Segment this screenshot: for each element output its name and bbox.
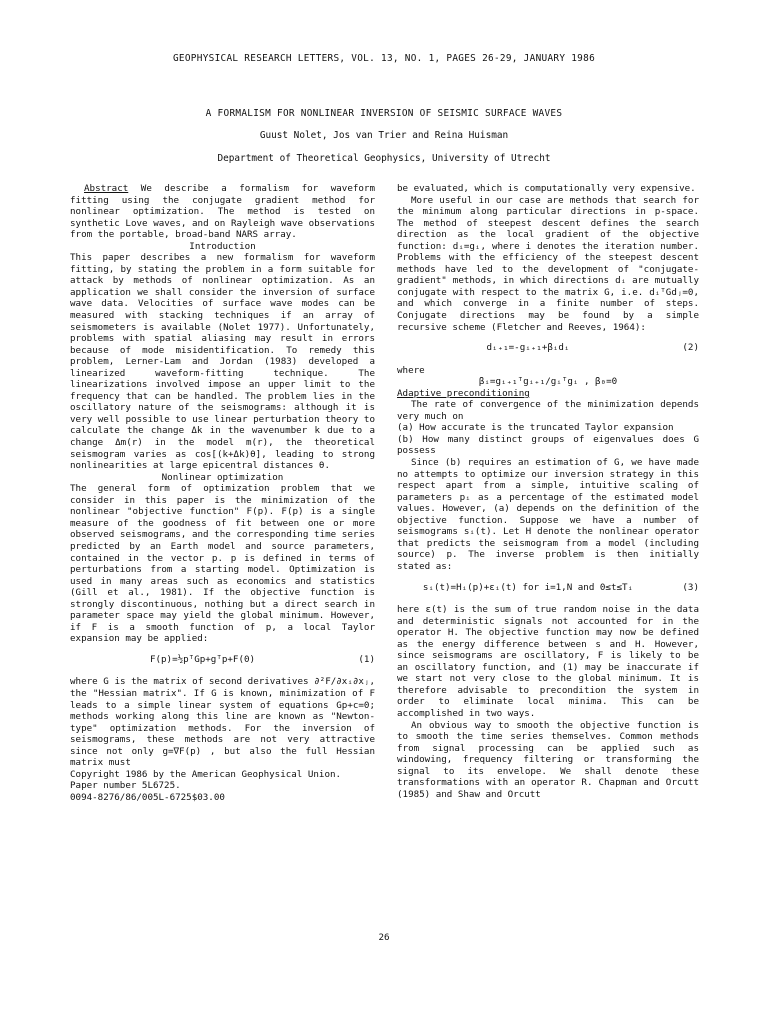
paper-number: Paper number 5L6725. [70, 780, 181, 792]
equation-3-formula: sᵢ(t)=Hᵢ(p)+εᵢ(t) for i=1,N and 0≤t≤Tᵢ [422, 581, 634, 593]
equation-3 [397, 582, 699, 594]
smoothing-paragraph: An obvious way to smooth the objective function is to smooth the time series themselves. Common methods from signal processing can be applied such as windowing, frequency filtering or transforming the signal to its envelope. We shall denote these transformations with an operator R. Chapman and Orcutt (1985) and Shaw and Orcutt [397, 719, 699, 800]
equation-2-formula: dᵢ₊₁=-gᵢ₊₁+βᵢdᵢ [486, 342, 570, 354]
adaptive-preconditioning-heading: Adaptive preconditioning [397, 387, 530, 399]
list-item-b: (b) How many distinct groups of eigenvalues does G possess [397, 433, 699, 457]
equation-3-number: (3) [682, 581, 699, 593]
left-column [70, 183, 375, 803]
equation-1-formula: F(p)=½pᵀGp+gᵀp+F(0) [149, 653, 256, 665]
copyright-notice: Copyright 1986 by the American Geophysical Union. [70, 768, 342, 780]
list-item-a: (a) How accurate is the truncated Taylor expansion [397, 422, 674, 434]
paper-title: A FORMALISM FOR NONLINEAR INVERSION OF SEISMIC SURFACE WAVES [205, 108, 563, 119]
where-label: where [397, 364, 425, 376]
abstract-text: We describe a formalism for waveform fitting using the conjugate gradient method for nonlinear optimization. The method is tested on synthetic Love waves, and on Rayleigh wave observations from the portable, broad-band NARS array. [70, 183, 375, 241]
noise-paragraph: here ε(t) is the sum of true random noise in the data and deterministic signals not accounted for in the operator H. The objective function may now be defined as the energy difference between s and H. However, since seismograms are oscillatory, F is likely to be an oscillatory function, and (1) may be inaccurate if we start not very close to the global minimum. It is therefore advisable to precondition the system in order to eliminate local minima. This can be accomplished in two ways. [397, 604, 699, 719]
abstract-paragraph [70, 183, 375, 241]
equation-1-number: (1) [358, 653, 375, 665]
equation-1 [70, 654, 375, 666]
author-affiliation: Department of Theoretical Geophysics, University of Utrecht [217, 153, 551, 164]
paper-authors: Guust Nolet, Jos van Trier and Reina Huisman [259, 130, 509, 141]
introduction-heading: Introduction [189, 240, 256, 252]
journal-header: GEOPHYSICAL RESEARCH LETTERS, VOL. 13, NO. 1, PAGES 26-29, JANUARY 1986 [172, 53, 596, 64]
hessian-paragraph: where G is the matrix of second derivatives ∂²F/∂xᵢ∂xⱼ, the "Hessian matrix". If G is known, minimization of F leads to a simple linear system of equations Gp+c=0; methods working along this line are known as "Newton-type" optimization methods. For the inversion of seismograms, these methods are not very attractive since not only g=∇F(p) , but also the full Hessian matrix must [70, 676, 375, 769]
convergence-paragraph: The rate of convergence of the minimization depends very much on [397, 399, 699, 422]
continued-paragraph: be evaluated, which is computationally very expensive. [397, 183, 696, 194]
equation-2 [397, 342, 699, 354]
conjugate-gradient-paragraph: More useful in our case are methods that search for the minimum along particular directions in p-space. The method of steepest descent defines the search direction as the local gradient of the objective function: dᵢ=gᵢ, where i denotes the iteration number. Problems with the efficiency of the steepest descent methods have led to the development of "conjugate-gradient" methods, in which directions dᵢ are mutually conjugate with respect to the matrix G, i.e. dᵢᵀGdⱼ=0, and which converge in a finite number of steps. Conjugate directions may be found by a simple recursive scheme (Fletcher and Reeves, 1964): [397, 194, 699, 333]
nonlinear-optimization-text: The general form of optimization problem that we consider in this paper is the minimization of the nonlinear "objective function" F(p). F(p) is a single measure of the goodness of fit between one or more observed seismograms, and the corresponding time series predicted by an Earth model and source parameters, contained in the vector p. p is defined in terms of perturbations from a starting model. Optimization is used in many areas such as economics and statistics (Gill et al., 1981). If the objective function is strongly discontinuous, nothing but a direct search in parameter space may yield the global minimum. However, if F is a smooth function of p, a local Taylor expansion may be applied: [70, 483, 375, 645]
beta-definition: βᵢ=gᵢ₊₁ᵀgᵢ₊₁/gᵢᵀgᵢ , β₀=0 [478, 376, 618, 388]
abstract-label: Abstract [84, 183, 129, 194]
page-number: 26 [378, 932, 390, 943]
equation-2-number: (2) [682, 342, 699, 354]
introduction-text: This paper describes a new formalism for waveform fitting, by stating the problem in a form suitable for attack by methods of nonlinear optimization. As an application we shall consider the inversion of surface wave data. Velocities of surface wave modes can be measured with stacking techniques if an array of seismometers is available (Nolet 1977). Unfortunately, problems with spatial aliasing may result in errors because of mode misidentification. To remedy this problem, Lerner-Lam and Jordan (1983) developed a linearized waveform-fitting technique. The linearizations involved impose an upper limit to the frequency that can be handled. The problem lies in the oscillatory nature of the seismograms: although it is very well possible to use linear perturbation theory to calculate the change Δk in the wavenumber k due to a change Δm(r) in the model m(r), the theoretical seismogram varies as cos[(k+Δk)θ], leading to strong nonlinearities at large epicentral distances θ. [70, 252, 375, 472]
seismogram-paragraph: Since (b) requires an estimation of G, we have made no attempts to optimize our inversion strategy in this respect apart from a simple, intuitive scaling of parameters pᵢ as a percentage of the estimated model values. However, (a) depends on the definition of the objective function. Suppose we have a number of seismograms sᵢ(t). Let H denote the nonlinear operator that predicts the seismogram from a model (including source) p. The inverse problem is then initially stated as: [397, 457, 699, 572]
right-column [397, 183, 699, 800]
nonlinear-optimization-heading: Nonlinear optimization [161, 471, 284, 483]
issn-code: 0094-8276/86/005L-6725$03.00 [70, 791, 225, 803]
